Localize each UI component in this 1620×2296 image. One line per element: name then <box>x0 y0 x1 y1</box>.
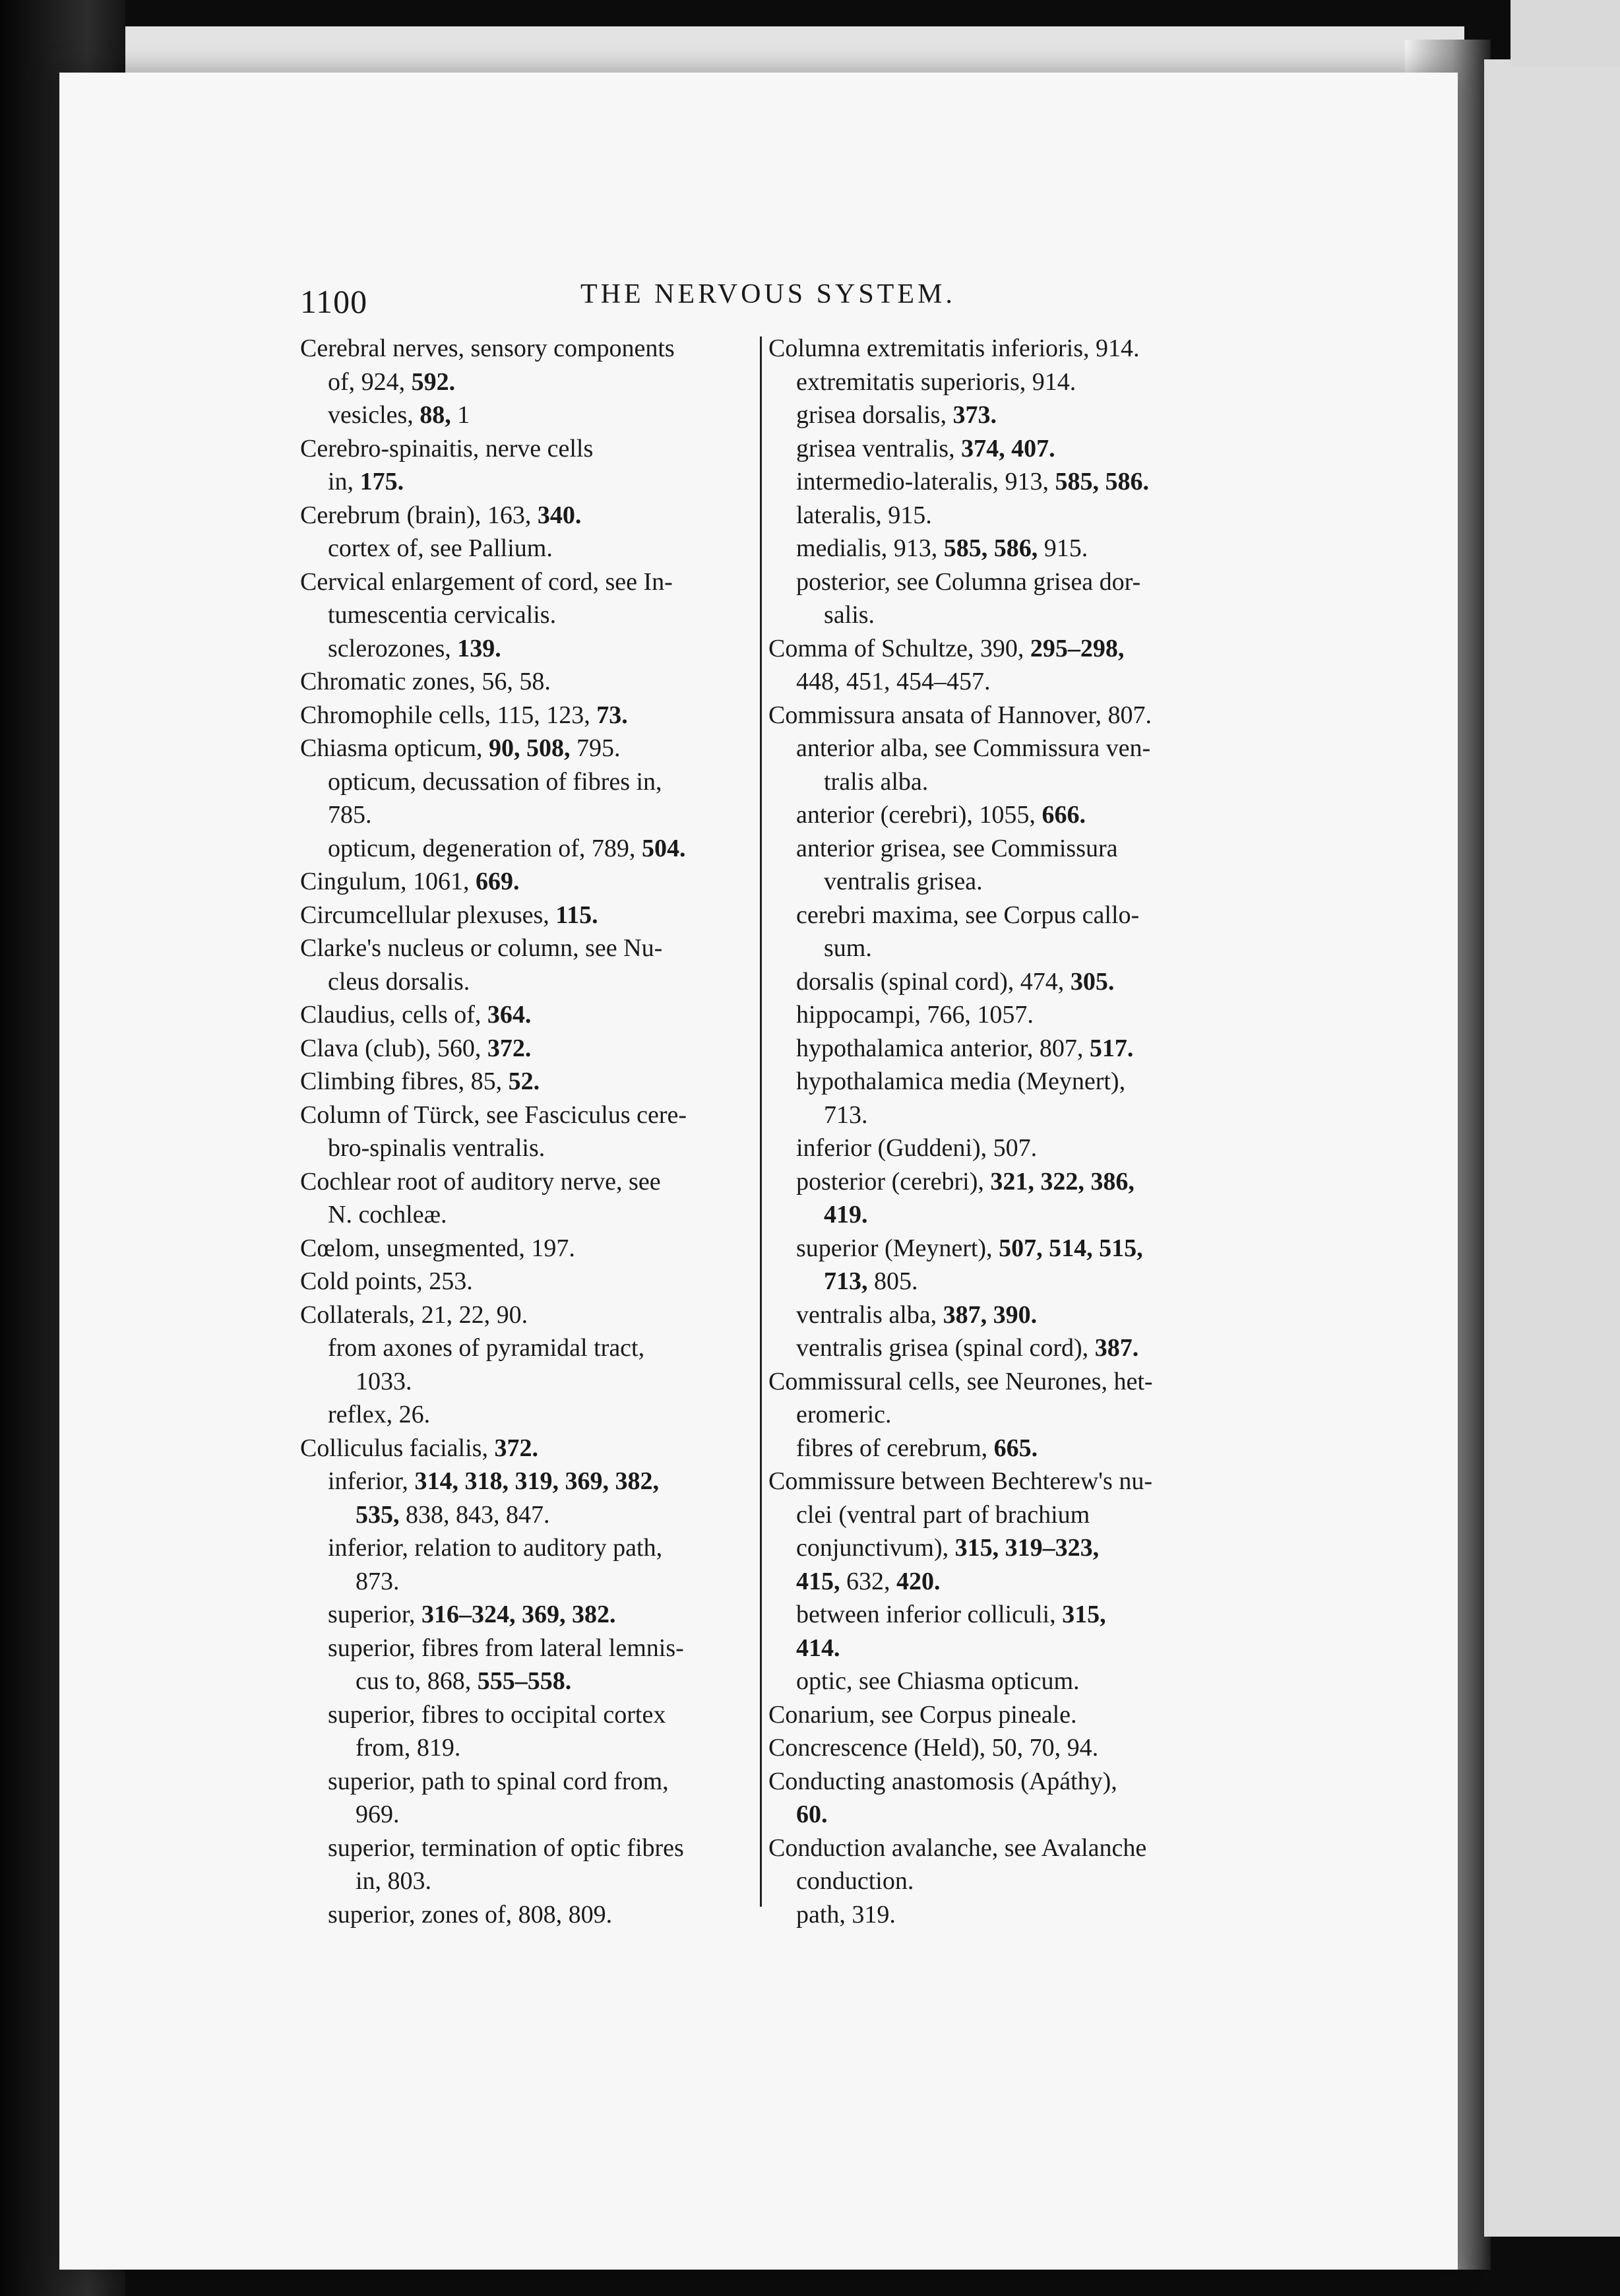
index-entry <box>300 1298 828 1332</box>
entry-text: superior, path to spinal cord from, <box>328 1767 669 1795</box>
entry-page-ref-bold: 517. <box>1089 1034 1134 1062</box>
entry-text: superior, termination of optic fibres <box>328 1834 684 1862</box>
index-entry <box>768 1132 1349 1165</box>
index-entry <box>300 1165 828 1199</box>
index-entry <box>768 1331 1349 1365</box>
index-entry <box>768 366 1349 399</box>
entry-text: Commissura ansata of Hannover, 807. <box>768 701 1152 729</box>
entry-text: in, 803. <box>356 1867 432 1895</box>
index-entry <box>768 1198 1349 1232</box>
index-entry <box>768 1632 1349 1665</box>
entry-text: 1 <box>451 401 470 429</box>
entry-text: inferior (Guddeni), 507. <box>796 1134 1038 1162</box>
entry-text: intermedio-lateralis, 913, <box>796 468 1055 495</box>
entry-text: eromeric. <box>796 1401 892 1428</box>
entry-text: cleus dorsalis. <box>328 967 470 996</box>
index-entry <box>300 1632 828 1665</box>
entry-text: sum. <box>824 934 872 962</box>
entry-text: opticum, degeneration of, 789, <box>328 834 642 862</box>
entry-page-ref-bold: 665. <box>993 1434 1038 1462</box>
index-entry <box>300 1798 828 1832</box>
entry-text: N. cochleæ. <box>328 1201 447 1228</box>
entry-page-ref-bold: 373. <box>952 401 997 429</box>
entry-text: superior, fibres to occipital cortex <box>328 1700 666 1729</box>
entry-text: Conducting anastomosis (Apáthy), <box>768 1767 1117 1795</box>
entry-text: 873. <box>356 1567 400 1595</box>
entry-text: Cingulum, 1061, <box>300 868 476 895</box>
index-entry <box>768 1099 1349 1132</box>
entry-text: grisea dorsalis, <box>796 401 953 429</box>
entry-text: ventralis alba, <box>796 1300 943 1329</box>
entry-text: posterior, see Columna grisea dor- <box>796 567 1141 596</box>
index-entry <box>768 832 1349 866</box>
entry-text: medialis, 913, <box>796 534 944 562</box>
entry-page-ref-bold: 535, <box>356 1500 400 1529</box>
index-entry <box>768 1698 1349 1732</box>
index-entry <box>300 1698 828 1732</box>
entry-page-ref-bold: 314, 318, 319, 369, 382, <box>414 1467 659 1495</box>
entry-text: Cervical enlargement of cord, see In- <box>300 567 673 596</box>
entry-page-ref-bold: 387. <box>1094 1334 1139 1362</box>
index-entry <box>300 1898 828 1932</box>
entry-page-ref-bold: 115. <box>555 901 598 929</box>
entry-text: Concrescence (Held), 50, 70, 94. <box>768 1734 1099 1762</box>
index-entry <box>300 632 828 666</box>
index-entry <box>300 598 828 632</box>
index-entry <box>768 665 1349 699</box>
entry-page-ref-bold: 90, 508, <box>489 734 571 762</box>
entry-page-ref-bold: 666. <box>1042 801 1086 829</box>
entry-text: superior, fibres from lateral lemnis- <box>328 1634 684 1662</box>
index-entry <box>768 399 1349 432</box>
entry-text: Chiasma opticum, <box>300 734 489 762</box>
index-entry <box>768 1165 1349 1199</box>
entry-text: ventralis grisea (spinal cord), <box>796 1334 1095 1362</box>
index-entry <box>300 1531 828 1565</box>
index-entry <box>300 1265 828 1298</box>
index-column-left <box>300 332 828 1931</box>
index-entry <box>768 432 1349 466</box>
index-entry <box>300 699 828 732</box>
index-entry <box>300 332 828 366</box>
page-number: 1100 <box>300 283 368 320</box>
entry-text: 448, 451, 454–457. <box>796 668 991 695</box>
index-entry <box>768 965 1349 999</box>
index-entry <box>768 1531 1349 1565</box>
entry-text: Columna extremitatis inferioris, 914. <box>768 335 1140 362</box>
entry-page-ref-bold: 175. <box>359 468 404 495</box>
entry-text: 805. <box>867 1267 918 1295</box>
index-entry <box>768 1865 1349 1898</box>
entry-text: 713. <box>824 1100 868 1129</box>
index-entry <box>768 499 1349 532</box>
index-entry <box>300 1498 828 1532</box>
index-entry <box>768 998 1349 1032</box>
entry-text: Cerebral nerves, sensory components <box>300 335 675 362</box>
entry-text: path, 319. <box>796 1900 896 1929</box>
index-entry <box>768 632 1349 666</box>
entry-text: itis, nerve cells <box>442 434 594 462</box>
index-entry <box>768 1432 1349 1465</box>
entry-text: anterior grisea, see Commissura <box>796 834 1118 862</box>
entry-text: cerebri maxima, see Corpus callo- <box>796 901 1140 929</box>
entry-text: fibres of cerebrum, <box>796 1434 994 1462</box>
entry-page-ref-bold: 60. <box>796 1801 828 1828</box>
index-entry <box>768 598 1349 632</box>
entry-page-ref-bold: 52. <box>508 1068 540 1095</box>
index-entry <box>768 1065 1349 1099</box>
index-entry <box>300 832 828 866</box>
entry-page-ref-bold: 139. <box>457 634 501 662</box>
entry-text: 632, <box>840 1567 896 1595</box>
entry-text: from, 819. <box>356 1734 461 1762</box>
index-entry <box>300 1331 828 1365</box>
entry-text: 838, 843, 847. <box>399 1500 550 1529</box>
entry-text: of, 924, <box>328 367 412 396</box>
index-entry <box>300 732 828 765</box>
index-entry <box>300 765 828 799</box>
entry-text: Cochlear root of auditory nerve, see <box>300 1167 661 1196</box>
entry-text: Chromatic zones, 56, 58. <box>300 668 551 695</box>
index-entry <box>768 1265 1349 1298</box>
index-entry <box>300 1865 828 1898</box>
entry-text: 915. <box>1038 534 1088 562</box>
index-entry <box>300 432 828 466</box>
index-entry <box>300 1832 828 1865</box>
entry-page-ref-bold: 321, 322, 386, <box>990 1167 1135 1196</box>
entry-text: from axones of pyramidal tract, <box>328 1334 645 1362</box>
index-entry <box>300 1665 828 1698</box>
entry-text: inferior, relation to auditory path, <box>328 1534 663 1562</box>
entry-text: 795. <box>570 734 621 762</box>
entry-text: Conarium, see Corpus pineale. <box>768 1700 1077 1729</box>
entry-page-ref-bold: 419. <box>824 1201 868 1228</box>
entry-page-ref-bold: 374, 407. <box>961 434 1055 462</box>
entry-text: Clava (club), 560, <box>300 1034 487 1062</box>
index-entry <box>300 1198 828 1232</box>
index-entry <box>768 1398 1349 1432</box>
index-entry <box>768 1898 1349 1932</box>
entry-page-ref-bold: 585, 586, <box>943 534 1038 562</box>
index-entry <box>768 1032 1349 1066</box>
index-entry <box>300 532 828 565</box>
index-entry <box>768 1365 1349 1399</box>
index-entry <box>768 899 1349 932</box>
index-entry <box>300 1032 828 1066</box>
index-entry <box>300 1565 828 1599</box>
index-entry <box>768 565 1349 599</box>
index-entry <box>768 1565 1349 1599</box>
entry-text: Colliculus facialis, <box>300 1434 495 1462</box>
entry-text: in, <box>328 468 360 495</box>
index-entry <box>300 1598 828 1632</box>
index-entry <box>300 465 828 499</box>
entry-text: vesicles, <box>328 401 420 429</box>
index-entry <box>300 932 828 965</box>
entry-text: ventralis grisea. <box>824 868 983 895</box>
index-entry <box>300 565 828 599</box>
entry-text: hypothalamica anterior, 807, <box>796 1034 1090 1062</box>
entry-text: Climbing fibres, 85, <box>300 1068 509 1095</box>
entry-text: Cerebrum (brain), 163, <box>300 501 538 529</box>
entry-text: reflex, 26. <box>328 1401 431 1428</box>
entry-text: bro-spinalis ventralis. <box>328 1134 545 1162</box>
index-entry <box>300 499 828 532</box>
entry-text: 785. <box>328 801 372 829</box>
index-entry <box>768 699 1349 732</box>
index-entry <box>300 965 828 999</box>
entry-page-ref-bold: 305. <box>1070 967 1115 996</box>
entry-text: Circumcellular plexuses, <box>300 901 556 929</box>
facing-page-edge <box>1484 59 1620 2237</box>
entry-text: Commissure between Bechterew's nu- <box>768 1467 1152 1495</box>
entry-page-ref-bold: 372. <box>487 1034 532 1062</box>
entry-page-ref-bold: 414. <box>796 1634 840 1662</box>
index-column-right <box>768 332 1349 1931</box>
index-entry <box>768 1798 1349 1832</box>
entry-page-ref-bold: 420. <box>896 1567 941 1595</box>
index-entry <box>300 399 828 432</box>
index-entry <box>768 532 1349 565</box>
entry-text: conduction. <box>796 1867 914 1895</box>
index-entry <box>300 1132 828 1165</box>
index-entry <box>768 332 1349 366</box>
corner-scan-artifact <box>1511 0 1620 66</box>
index-entry <box>768 465 1349 499</box>
entry-text: anterior alba, see Commissura ven- <box>796 734 1151 762</box>
index-page <box>59 73 1458 2270</box>
entry-text: cortex of, see Pallium. <box>328 534 553 562</box>
index-entry <box>768 1598 1349 1632</box>
index-entry <box>300 899 828 932</box>
entry-page-ref-bold: 340. <box>537 501 582 529</box>
entry-page-ref-bold: 387, 390. <box>943 1300 1038 1329</box>
index-entry <box>300 1398 828 1432</box>
entry-text: 969. <box>356 1801 400 1828</box>
index-entry <box>768 1731 1349 1765</box>
entry-text: salis. <box>824 601 875 629</box>
entry-text: tumescentia cervicalis. <box>328 601 557 629</box>
index-entry <box>300 1065 828 1099</box>
index-entry <box>300 1765 828 1799</box>
entry-page-ref-bold: 592. <box>411 367 456 396</box>
index-entry <box>300 1465 828 1498</box>
entry-page-ref-bold: 669. <box>476 868 520 895</box>
entry-text: conjunctivum), <box>796 1534 955 1562</box>
entry-text: Clarke's nucleus or column, see Nu- <box>300 934 663 962</box>
entry-page-ref-bold: 315, 319–323, <box>954 1534 1100 1562</box>
index-entry <box>300 1232 828 1265</box>
entry-text: Comma of Schultze, 390, <box>768 634 1030 662</box>
entry-text: posterior (cerebri), <box>796 1167 991 1196</box>
entry-page-ref-bold: 713, <box>824 1267 868 1295</box>
entry-page-ref-bold: 504. <box>641 834 686 862</box>
entry-page-ref-bold: 555–558. <box>477 1667 572 1695</box>
index-entry <box>768 1665 1349 1698</box>
index-entry <box>768 1832 1349 1865</box>
index-entry <box>768 1232 1349 1265</box>
entry-text: tralis alba. <box>824 767 929 796</box>
entry-page-ref-bold: 295–298, <box>1030 634 1125 662</box>
index-entry <box>300 1365 828 1399</box>
entry-text: Commissural cells, see Neurones, het- <box>768 1367 1153 1395</box>
index-entry <box>768 732 1349 765</box>
entry-page-ref-bold: 372. <box>494 1434 538 1462</box>
index-entry <box>768 1498 1349 1532</box>
entry-text: opticum, decussation of fibres in, <box>328 767 662 796</box>
entry-text: sclerozones, <box>328 634 458 662</box>
entry-text: Cœlom, unsegmented, 197. <box>300 1234 575 1262</box>
entry-text: anterior (cerebri), 1055, <box>796 801 1042 829</box>
entry-text: Collaterals, 21, 22, 90. <box>300 1300 528 1329</box>
entry-page-ref-bold: 364. <box>487 1001 532 1029</box>
index-entry <box>768 1765 1349 1799</box>
entry-text: hypothalamica media (Meynert), <box>796 1068 1126 1095</box>
entry-text: extremitatis superioris, 914. <box>796 367 1076 396</box>
entry-text: clei (ventral part of brachium <box>796 1500 1090 1529</box>
entry-text: between inferior colliculi, <box>796 1601 1063 1628</box>
entry-text: inferior, <box>328 1467 415 1495</box>
running-head <box>59 271 1458 320</box>
index-entry <box>300 1731 828 1765</box>
entry-text: Column of Türck, see Fasciculus cere- <box>300 1100 687 1129</box>
index-entry <box>300 665 828 699</box>
index-entry <box>768 1298 1349 1332</box>
entry-page-ref-bold: 415, <box>796 1567 840 1595</box>
entry-page-ref-bold: 316–324, 369, 382. <box>421 1601 616 1628</box>
column-divider <box>760 336 762 1907</box>
index-entry <box>768 1465 1349 1498</box>
index-entry <box>768 765 1349 799</box>
entry-text: hippocampi, 766, 1057. <box>796 1001 1034 1029</box>
entry-text: Conduction avalanche, see Avalanche <box>768 1834 1147 1862</box>
index-entry <box>300 366 828 399</box>
entry-text: Claudius, cells of, <box>300 1001 487 1029</box>
entry-page-ref-bold: 88, <box>420 401 451 429</box>
entry-text: superior, zones of, 808, 809. <box>328 1900 613 1929</box>
entry-text: superior (Meynert), <box>796 1234 999 1262</box>
entry-text: optic, see Chiasma opticum. <box>796 1667 1080 1695</box>
entry-text: lateralis, 915. <box>796 501 932 529</box>
index-entry <box>300 998 828 1032</box>
entry-text: cus to, 868, <box>356 1667 478 1695</box>
entry-text: grisea ventralis, <box>796 434 962 462</box>
entry-text: dorsalis (spinal cord), 474, <box>796 967 1071 996</box>
index-entry <box>300 1432 828 1465</box>
entry-text: 1033. <box>356 1367 412 1395</box>
index-entry <box>768 798 1349 832</box>
index-entry <box>300 865 828 899</box>
index-entry <box>768 865 1349 899</box>
entry-text: Chromophile cells, 115, 123, <box>300 701 597 729</box>
entry-page-ref-bold: 585, 586. <box>1055 468 1150 495</box>
index-entry <box>300 1099 828 1132</box>
entry-text: Cold points, 253. <box>300 1267 473 1295</box>
entry-page-ref-bold: 507, 514, 515, <box>999 1234 1143 1262</box>
entry-text: superior, <box>328 1601 421 1628</box>
entry-page-ref-bold: 73. <box>596 701 628 729</box>
entry-text: Cerebro-spina <box>300 434 443 462</box>
page-header-title: THE NERVOUS SYSTEM. <box>580 279 956 309</box>
entry-page-ref-bold: 315, <box>1062 1601 1106 1628</box>
index-entry <box>300 798 828 832</box>
index-entry <box>768 932 1349 965</box>
